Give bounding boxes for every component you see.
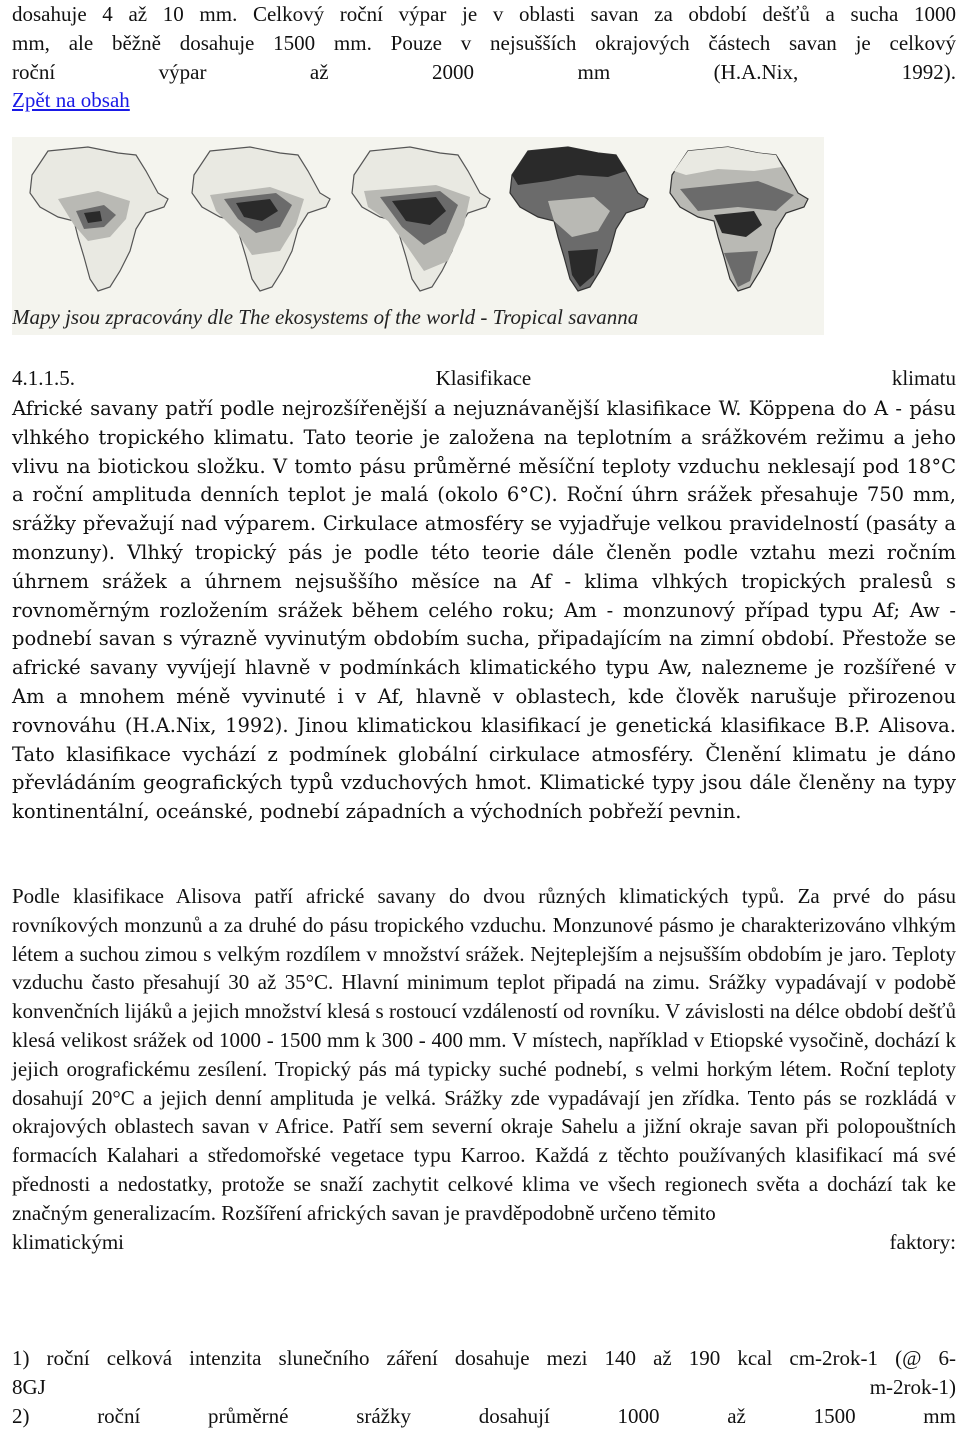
section-title-word: Klasifikace [435,366,532,390]
word: roční [12,59,56,84]
word: 8GJ [12,1374,46,1399]
koppen-paragraph [12,395,956,827]
word: 1500 [813,1403,856,1428]
word: m-2rok-1) [869,1374,956,1399]
list-item-1-line-1: 1) roční celková intenzita slunečního záření dosahuje mezi 140 až 190 kcal cm-2rok-1 (@ 6- [12,1346,956,1370]
word: (H.A.Nix, [713,59,799,84]
africa-map-icon [192,147,330,291]
word: až [309,59,329,84]
word: 2000 [432,59,475,84]
word: mm [923,1403,956,1428]
word: faktory: [889,1229,956,1254]
section-title-word: klimatu [891,366,956,390]
africa-map-icon [352,147,490,291]
word: výpar [158,59,207,84]
section-heading [12,366,956,396]
back-to-contents-link[interactable]: Zpět na obsah [12,88,130,113]
intro-paragraph [12,0,956,115]
intro-line-2: mm, ale běžně dosahuje 1500 mm. Pouze v nejsušších okrajových částech savan je celkový [12,30,956,55]
intro-line-3 [12,58,956,87]
word: až [727,1403,746,1428]
word: průměrné [208,1403,289,1428]
paragraph-text: Podle klasifikace Alisova patří africké savany do dvou různých klimatických typů. Za prvé do pásu rovníkových monzunů a za druhé do pásu tropického vzduchu. Monzunové pásmo je charakterizováno vlhkým létem a suchou zimou s velkým rozdílem v množství srážek. Nejteplejším a nejsušším obdobím je jaro. Teploty vzduchu často přesahují 30 až 35°C. Hlavní minimum teplot připadá na zimu. Srážky vypadávají v podobě konvenčních lijáků a jejich množství klesá s rostoucí vzdáleností od rovníku. V závislosti na délce období dešťů klesá velikost srážek od 1000 - 1500 mm k 300 - 400 mm. V místech, například v Etiopské vysočině, dochází k jejich orografickému zesílení. Tropický pás má typicky suché podnebí, s velmi horkým létem. Roční teploty dosahují 20°C a jejich denní amplituda je velká. Srážky zde vypadávají jen zřídka. Tento pás se rozkládá v okrajových oblastech savan v Africe. Patří sem severní okraje Sahelu a jižní okraje savan při polopouštních formacích Kalahari a středomořské vegetace typu Karroo. Každá z těchto používaných klasifikací má své přednosti a nedostatky, protože se snaží zachytit celkové klima ve všech regionech světa a dochází tak ke značným generalizacím. Rozšíření afrických savan je pravděpodobně určeno těmito [12,884,956,1225]
africa-maps-figure [12,137,824,335]
word: 2) [12,1403,30,1428]
list-item-2 [12,1402,956,1430]
paragraph-last-line [12,1228,956,1257]
word: klimatickými [12,1229,124,1254]
paragraph-text: Africké savany patří podle nejrozšířenější a nejuznávanější klasifikace W. Köppena do A - pásu vlhkého tropického klimatu. Tato teorie je založena na teplotním a srážkovém režimu a jeho vlivu na biotickou složku. V tomto pásu průměrné měsíční teploty vzduchu neklesají pod 18°C a roční amplituda denních teplot je malá (okolo 6°C). Roční úhrn srážek přesahuje 750 mm, srážky převažují nad výparem. Cirkulace atmosféry se vyjadřuje velkou pravidelností (pasáty a monzuny). Vlhký tropický pás je podle této teorie dále členěn podle vztahu mezi ročním úhrnem srážek a úhrnem nejsuššího měsíce na Af - klima vlhkých tropických pralesů s rovnoměrným rozložením srážek během celého roku; Am - monzunový případ typu Af; Aw - podnebí savan s výrazně vyvinutým obdobím sucha, připadajícím na zimní období. Přestože se africké savany vyvíjejí hlavně v podmínkách klimatického typu Aw, nalezneme je rozšířené v Am a mnohem méně vyvinuté i v Af, hlavně v oblastech, kde člověk narušuje přirozenou rovnováhu (H.A.Nix, 1992). Jinou klimatickou klasifikací je genetická klasifikace B.P. Alisova. Tato klasifikace vychází z podmínek globální cirkulace atmosféry. Členění klimatu je dáno převládáním geografických typů vzduchových hmot. Klimatické typy jsou dále členěny na typy kontinentální, oceánské, podnebí západních a východních pobřeží pevnin. [12,397,956,824]
section-number: 4.1.1.5. [12,366,75,390]
intro-line-1: dosahuje 4 až 10 mm. Celkový roční výpar je v oblasti savan za období dešťů a sucha 1000 [12,2,956,26]
africa-map-icon [670,147,808,291]
word: srážky [356,1403,411,1428]
factor-list [12,1344,956,1430]
africa-map-icon [510,147,648,291]
africa-map-icon [30,147,168,291]
word: mm [577,59,611,84]
figure-caption: Mapy jsou zpracovány dle The ekosystems of the world - Tropical savanna [12,305,639,329]
alisov-paragraph [12,882,956,1256]
word: 1000 [617,1403,660,1428]
africa-maps-image [18,141,818,296]
list-item-1-line-2 [12,1373,956,1402]
word: roční [97,1403,141,1428]
word: 1992). [901,59,956,84]
word: dosahují [478,1403,550,1428]
